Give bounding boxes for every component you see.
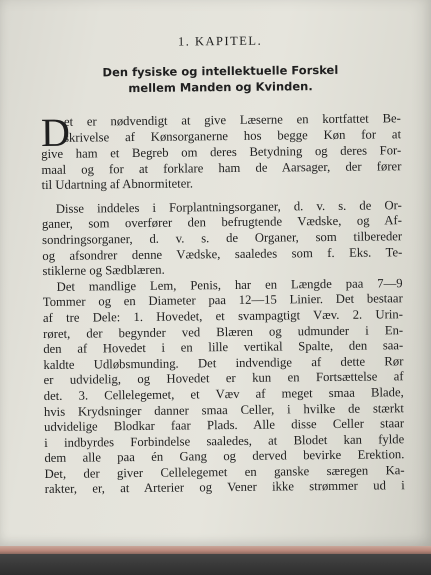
drop-cap: D	[40, 109, 71, 155]
text-line: maal og for at forklare ham de Aarsager, der fører	[41, 158, 402, 177]
text-line: et er nødvendigt at give Læserne en kortfattet Be-	[63, 111, 401, 129]
text-line: stiklerne og Sædblæren.	[42, 262, 165, 279]
text-line: Tommer og en Diameter paa 12—15 Linier. Det bestaar	[42, 291, 403, 310]
text-line: Det, der giver Cellelegemet en ganske særegen Ka-	[44, 463, 405, 481]
page-edge	[0, 546, 431, 554]
text-line: ganer, som overfører den befrugtende Vædske, og Af-	[41, 213, 403, 232]
paragraph-1	[41, 111, 402, 194]
text-line: og afsondrer denne Vædske, saaledes som f. Eks. Te-	[42, 244, 403, 263]
subtitle-line: mellem Manden og Kvinden.	[128, 79, 313, 96]
page-content	[40, 32, 405, 498]
text-line: skrivelse af Kønsorganerne hos begge Køn for at	[63, 126, 402, 145]
text-line: rakter, er, at Arterier og Vener ikke strømmer ud i	[44, 478, 405, 497]
paragraph-2	[42, 198, 403, 280]
paragraph-3	[43, 276, 405, 498]
text-line: er udvidelig, og Hovedet er kun en Fortsættelse af	[43, 369, 404, 388]
text-line: kaldte Udløbsmunding. Det indvendige af dette Rør	[43, 353, 404, 372]
text-line: i indbyrdes Forbindelse saaledes, at Blodet kan fylde	[44, 431, 405, 450]
chapter-subtitle	[40, 61, 400, 97]
chapter-heading: 1. KAPITEL.	[177, 33, 263, 49]
text-line: sondringsorganer, d. v. s. de Organer, som tilbereder	[42, 229, 403, 247]
subtitle-line: Den fysiske og intellektuelle Forskel	[102, 62, 339, 80]
text-line: til Udartning af Abnormiteter.	[41, 176, 194, 193]
text-line: den af Hovedet i en lille vertikal Spalte, den saa-	[43, 338, 404, 357]
text-line: Disse inddeles i Forplantningsorganer, d. v. s. de Or-	[55, 198, 402, 216]
text-line: hvis Krydsninger danner smaa Celler, i hvilke de stærkt	[43, 400, 404, 419]
text-line: give ham et Begreb om deres Betydning og deres For-	[41, 143, 402, 161]
text-line: udvidelige Blodkar faar Plads. Alle disse Celler staar	[44, 416, 405, 435]
text-line: Det mandlige Lem, Penis, har en Længde paa 7—9	[56, 275, 403, 294]
text-line: dem alle paa én Gang og derved bevirke Erektion.	[44, 447, 405, 466]
text-line: det. 3. Cellelegemet, et Væv af meget smaa Blade,	[43, 385, 404, 403]
text-line: af tre Dele: 1. Hovedet, et svampagtigt Væv. 2. Urin-	[42, 307, 404, 325]
book-bottom	[0, 554, 431, 575]
text-line: røret, der begynder ved Blæren og udmunder i En-	[43, 322, 404, 341]
